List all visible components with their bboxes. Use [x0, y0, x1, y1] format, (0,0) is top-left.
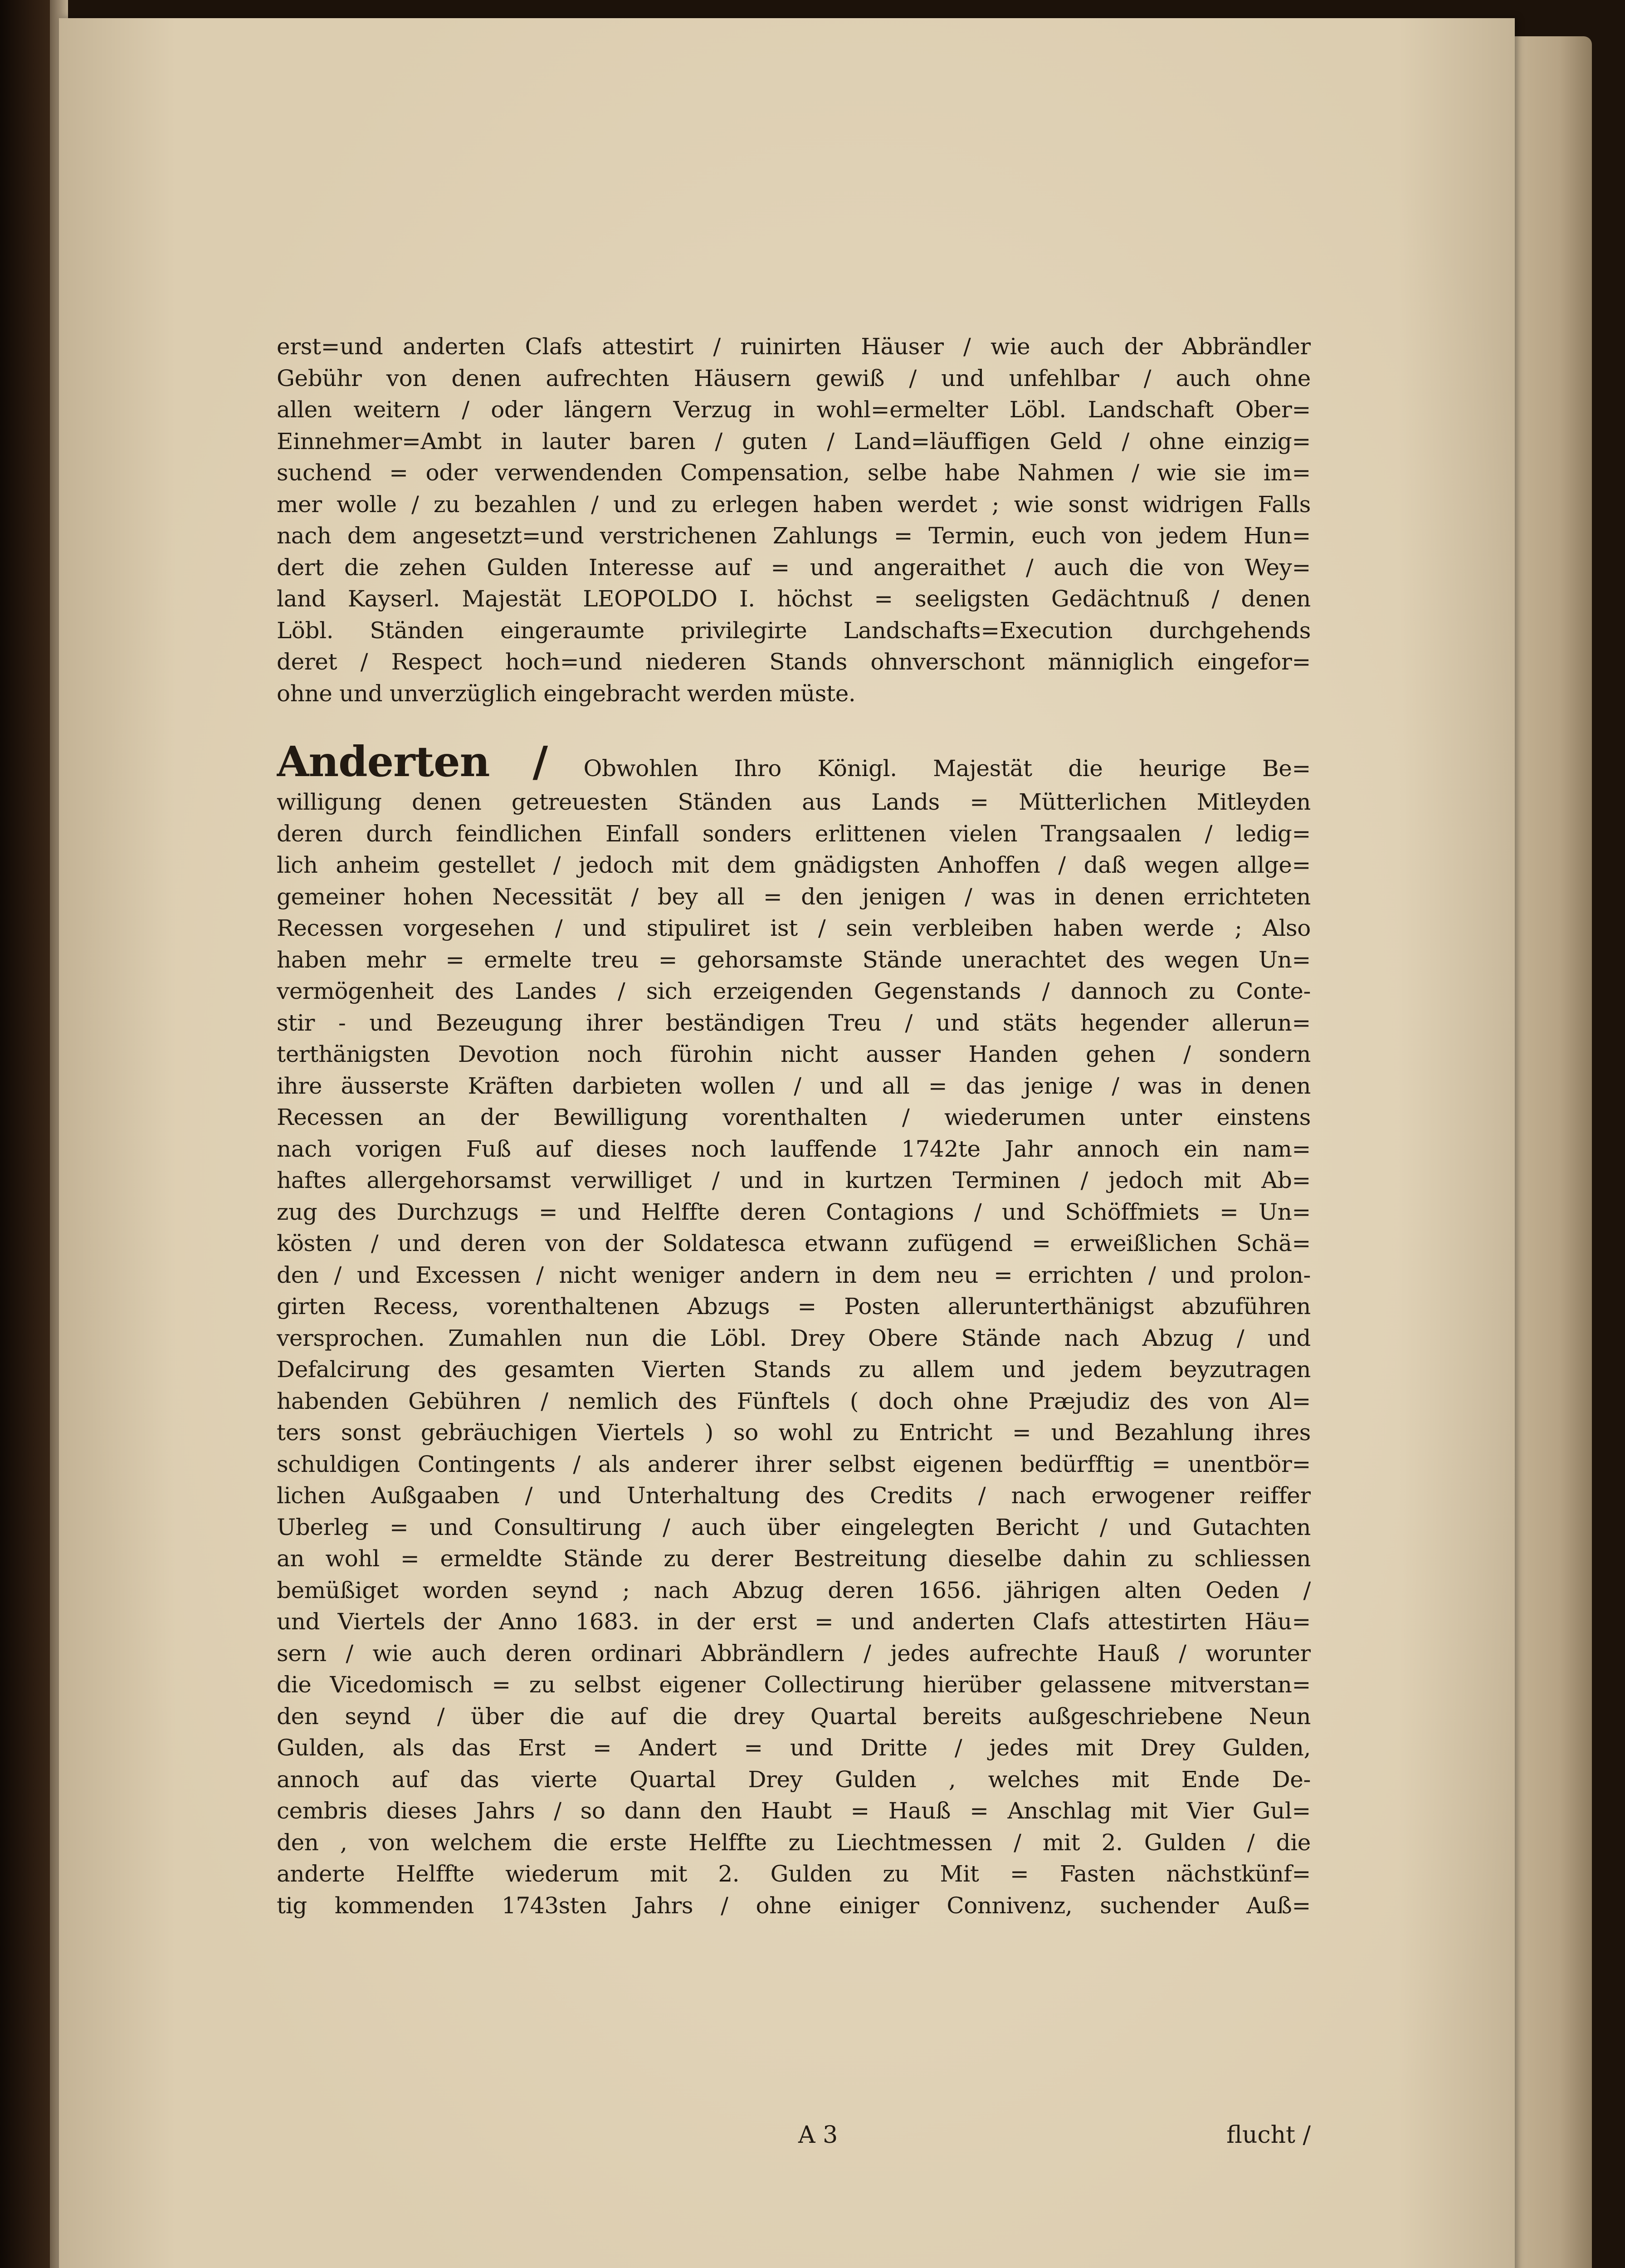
text-line: Gebühr von denen aufrechten Häusern gewiß / und unfehlbar / auch ohne	[277, 365, 1311, 391]
text-line: den seynd / über die auf die drey Quartal bereits außgeschriebene Neun	[277, 1703, 1311, 1730]
text-line: willigung denen getreuesten Ständen aus Lands = Mütterlichen Mitleyden	[277, 789, 1311, 815]
text-line: lichen Außgaaben / und Unterhaltung des Credits / nach erwogener reiffer	[277, 1482, 1311, 1509]
text-block	[277, 331, 1311, 1921]
text-line: den , von welchem die erste Helffte zu Liechtmessen / mit 2. Gulden / die	[277, 1829, 1311, 1856]
text-line: an wohl = ermeldte Stände zu derer Bestreitung dieselbe dahin zu schliessen	[277, 1545, 1311, 1572]
text-line: Einnehmer=Ambt in lauter baren / guten / Land=läuffigen Geld / ohne einzig=	[277, 428, 1311, 455]
text-line: girten Recess, vorenthaltenen Abzugs = Posten allerunterthänigst abzuführen	[277, 1293, 1311, 1320]
text-line: cembris dieses Jahrs / so dann den Haubt = Hauß = Anschlag mit Vier Gul=	[277, 1798, 1311, 1824]
text-line: Recessen vorgesehen / und stipuliret ist / sein verbleiben haben werde ; Also	[277, 915, 1311, 941]
text-line: vermögenheit des Landes / sich erzeigenden Gegenstands / dannoch zu Conte-	[277, 978, 1311, 1004]
text-line: bemüßiget worden seynd ; nach Abzug deren 1656. jährigen alten Oeden /	[277, 1577, 1311, 1603]
paragraph-2-first-line	[277, 737, 1311, 787]
text-line: Defalcirung des gesamten Vierten Stands zu allem und jedem beyzutragen	[277, 1356, 1311, 1383]
text-line: sern / wie auch deren ordinari Abbrändlern / jedes aufrechte Hauß / worunter	[277, 1640, 1311, 1667]
text-line: haben mehr = ermelte treu = gehorsamste Stände unerachtet des wegen Un=	[277, 946, 1311, 973]
text-line: den / und Excessen / nicht weniger andern in dem neu = errichten / und prolon-	[277, 1261, 1311, 1288]
text-line: ohne und unverzüglich eingebracht werden müste.	[277, 680, 856, 707]
text-line: tig kommenden 1743sten Jahrs / ohne einiger Connivenz, suchender Auß=	[277, 1892, 1311, 1919]
text-line: zug des Durchzugs = und Helffte deren Contagions / und Schöffmiets = Un=	[277, 1198, 1311, 1225]
text-line: ters sonst gebräuchigen Viertels ) so wohl zu Entricht = und Bezahlung ihres	[277, 1419, 1311, 1446]
paragraph-2-first-line-text: Obwohlen Ihro Königl. Majestät die heurige Be=	[583, 755, 1311, 782]
signature-mark: A 3	[798, 2121, 838, 2149]
paragraph-2	[277, 737, 1311, 1921]
text-line: nach dem angesetzt=und verstrichenen Zahlungs = Termin, euch von jedem Hun=	[277, 523, 1311, 549]
text-line: suchend = oder verwendenden Compensation, selbe habe Nahmen / wie sie im=	[277, 459, 1311, 486]
binding-shadow	[0, 0, 54, 2268]
text-line: terthänigsten Devotion noch fürohin nicht ausser Handen gehen / sondern	[277, 1041, 1311, 1067]
text-line: habenden Gebühren / nemlich des Fünftels ( doch ohne Præjudiz des von Al=	[277, 1388, 1311, 1414]
text-line: Uberleg = und Consultirung / auch über eingelegten Bericht / und Gutachten	[277, 1514, 1311, 1540]
text-line: haftes allergehorsamst verwilliget / und in kurtzen Terminen / jedoch mit Ab=	[277, 1167, 1311, 1193]
text-line: lich anheim gestellet / jedoch mit dem gnädigsten Anhoffen / daß wegen allge=	[277, 852, 1311, 878]
text-line: ihre äusserste Kräften darbieten wollen / und all = das jenige / was in denen	[277, 1072, 1311, 1099]
text-line: und Viertels der Anno 1683. in der erst = und anderten Clafs attestirten Häu=	[277, 1608, 1311, 1635]
text-line: kösten / und deren von der Soldatesca etwann zufügend = erweißlichen Schä=	[277, 1230, 1311, 1256]
text-line: die Vicedomisch = zu selbst eigener Collectirung hierüber gelassene mitverstan=	[277, 1672, 1311, 1698]
text-line: nach vorigen Fuß auf dieses noch lauffende 1742te Jahr annoch ein nam=	[277, 1135, 1311, 1162]
text-line: gemeiner hohen Necessität / bey all = den jenigen / was in denen errichteten	[277, 883, 1311, 910]
text-line: annoch auf das vierte Quartal Drey Gulden , welches mit Ende De-	[277, 1766, 1311, 1793]
text-line: schuldigen Contingents / als anderer ihrer selbst eigenen bedürfftig = unentbör=	[277, 1451, 1311, 1477]
text-line: Recessen an der Bewilligung vorenthalten / wiederumen unter einstens	[277, 1104, 1311, 1130]
text-line: land Kayserl. Majestät LEOPOLDO I. höchst = seeligsten Gedächtnuß / denen	[277, 586, 1311, 612]
text-line: stir - und Bezeugung ihrer beständigen Treu / und stäts hegender allerun=	[277, 1009, 1311, 1036]
text-line: dert die zehen Gulden Interesse auf = und angeraithet / auch die von Wey=	[277, 554, 1311, 581]
text-line: anderte Helffte wiederum mit 2. Gulden zu Mit = Fasten nächstkünf=	[277, 1861, 1311, 1887]
text-line: deren durch feindlichen Einfall sonders erlittenen vielen Trangsaalen / ledig=	[277, 820, 1311, 847]
paragraph-1	[277, 331, 1311, 709]
text-line: Gulden, als das Erst = Andert = und Dritte / jedes mit Drey Gulden,	[277, 1735, 1311, 1761]
text-line: allen weitern / oder längern Verzug in wohl=ermelter Löbl. Landschaft Ober=	[277, 396, 1311, 423]
paragraph-gap	[277, 709, 1311, 737]
text-line: versprochen. Zumahlen nun die Löbl. Drey Obere Stände nach Abzug / und	[277, 1325, 1311, 1351]
page-footer	[277, 2119, 1311, 2151]
text-line: mer wolle / zu bezahlen / und zu erlegen haben werdet ; wie sonst widrigen Falls	[277, 491, 1311, 518]
text-line: erst=und anderten Clafs attestirt / ruinirten Häuser / wie auch der Abbrändler	[277, 333, 1311, 360]
text-line: deret / Respect hoch=und niederen Stands ohnverschont männiglich eingefor=	[277, 649, 1311, 675]
paragraph-initial-word: Anderten /	[277, 737, 548, 786]
catchword: flucht /	[1226, 2121, 1311, 2149]
paper-page	[59, 18, 1515, 2268]
text-line: Löbl. Ständen eingeraumte privilegirte Landschafts=Execution durchgehends	[277, 617, 1311, 644]
